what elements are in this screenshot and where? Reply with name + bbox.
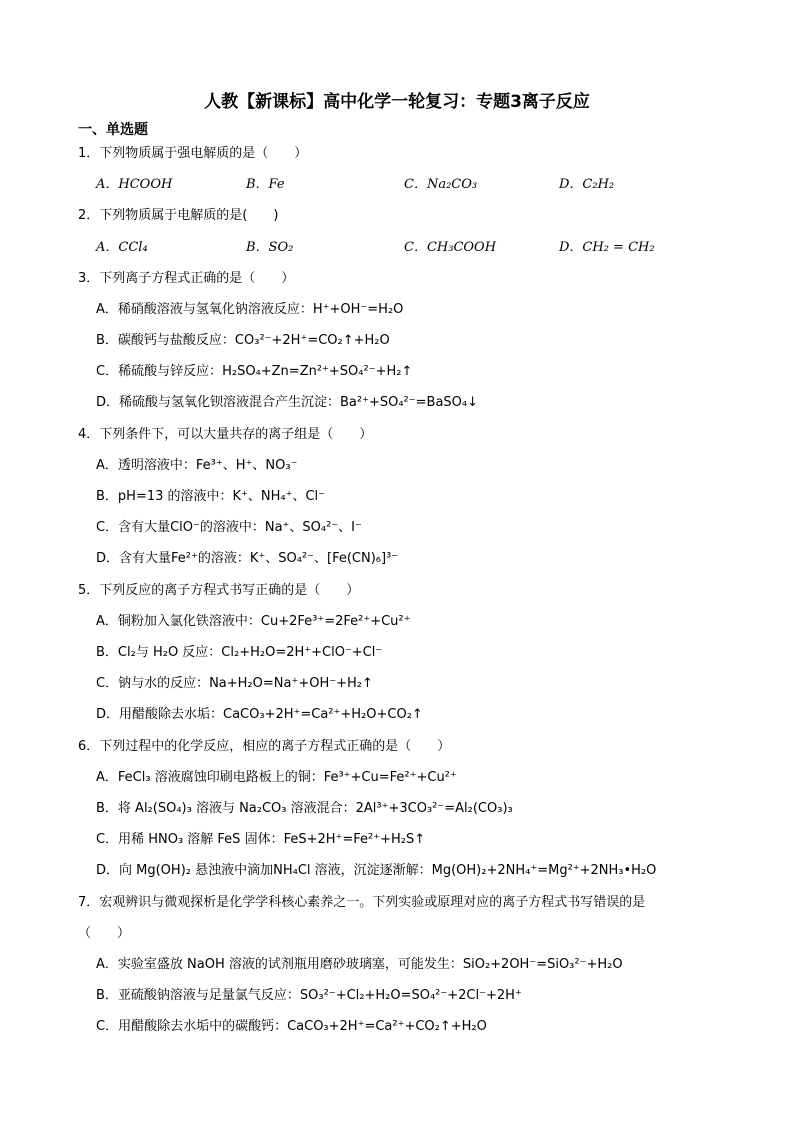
question-4-stem: 4．下列条件下，可以大量共存的离子组是（ ） — [78, 427, 373, 442]
option-b: B．Fe — [246, 177, 285, 192]
option-b: B．SO₂ — [246, 240, 294, 255]
section-heading: 一、单选题 — [78, 122, 148, 138]
question-4-option-a: A．透明溶液中：Fe³⁺、H⁺、NO₃⁻ — [96, 458, 298, 473]
option-c: C．Na₂CO₃ — [404, 177, 478, 192]
question-7-option-a: A．实验室盛放 NaOH 溶液的试剂瓶用磨砂玻璃塞，可能发生：SiO₂+2OH⁻=SiO₃²⁻+H₂O — [96, 957, 623, 972]
option-d: D．CH₂ = CH₂ — [559, 240, 655, 255]
option-d: D．C₂H₂ — [559, 177, 615, 192]
question-3-option-d: D．稀硫酸与氢氧化钡溶液混合产生沉淀：Ba²⁺+SO₄²⁻=BaSO₄↓ — [96, 395, 478, 410]
option-a: A．HCOOH — [96, 177, 173, 192]
question-6-option-a: A．FeCl₃ 溶液腐蚀印刷电路板上的铜：Fe³⁺+Cu=Fe²⁺+Cu²⁺ — [96, 770, 457, 785]
page-title: 人教【新课标】高中化学一轮复习：专题3离子反应 — [204, 92, 590, 112]
question-5-stem: 5．下列反应的离子方程式书写正确的是（ ） — [78, 583, 360, 598]
question-4-option-d: D．含有大量Fe²⁺的溶液：K⁺、SO₄²⁻、[Fe(CN)₆]³⁻ — [96, 551, 399, 566]
question-1-stem: 1．下列物质属于强电解质的是（ ） — [78, 146, 308, 161]
question-4-option-b: B．pH=13 的溶液中：K⁺、NH₄⁺、Cl⁻ — [96, 489, 326, 504]
option-c: C．CH₃COOH — [404, 240, 497, 255]
question-7-option-c: C．用醋酸除去水垢中的碳酸钙：CaCO₃+2H⁺=Ca²⁺+CO₂↑+H₂O — [96, 1019, 487, 1034]
question-7-stem: 7．宏观辨识与微观探析是化学学科核心素养之一。下列实验或原理对应的离子方程式书写错误的是 — [78, 895, 646, 910]
question-3-option-a: A．稀硝酸溶液与氢氧化钠溶液反应：H⁺+OH⁻=H₂O — [96, 302, 404, 317]
question-4-option-c: C．含有大量ClO⁻的溶液中：Na⁺、SO₄²⁻、I⁻ — [96, 520, 362, 535]
question-5-option-d: D．用醋酸除去水垢：CaCO₃+2H⁺=Ca²⁺+H₂O+CO₂↑ — [96, 707, 423, 722]
question-5-option-b: B．Cl₂与 H₂O 反应：Cl₂+H₂O=2H⁺+ClO⁻+Cl⁻ — [96, 645, 383, 660]
question-2-stem: 2．下列物质属于电解质的是( ) — [78, 208, 279, 223]
question-7-option-b: B．亚硫酸钠溶液与足量氯气反应：SO₃²⁻+Cl₂+H₂O=SO₄²⁻+2Cl⁻+2H⁺ — [96, 988, 522, 1003]
question-6-option-b: B．将 Al₂(SO₄)₃ 溶液与 Na₂CO₃ 溶液混合：2Al³⁺+3CO₃²⁻=Al₂(CO₃)₃ — [96, 801, 513, 816]
option-a: A．CCl₄ — [96, 240, 148, 255]
question-3-stem: 3．下列离子方程式正确的是（ ） — [78, 271, 295, 286]
question-5-option-c: C．钠与水的反应：Na+H₂O=Na⁺+OH⁻+H₂↑ — [96, 676, 373, 691]
question-6-stem: 6．下列过程中的化学反应，相应的离子方程式正确的是（ ） — [78, 739, 451, 754]
question-7-stem-continued: （ ） — [78, 926, 131, 941]
question-3-option-c: C．稀硫酸与锌反应：H₂SO₄+Zn=Zn²⁺+SO₄²⁻+H₂↑ — [96, 364, 413, 379]
question-6-option-d: D．向 Mg(OH)₂ 悬浊液中滴加NH₄Cl 溶液，沉淀逐渐解：Mg(OH)₂+2NH₄⁺=Mg²⁺+2NH₃•H₂O — [96, 863, 657, 878]
question-6-option-c: C．用稀 HNO₃ 溶解 FeS 固体：FeS+2H⁺=Fe²⁺+H₂S↑ — [96, 832, 426, 847]
question-5-option-a: A．铜粉加入氯化铁溶液中：Cu+2Fe³⁺=2Fe²⁺+Cu²⁺ — [96, 614, 411, 629]
question-3-option-b: B．碳酸钙与盐酸反应：CO₃²⁻+2H⁺=CO₂↑+H₂O — [96, 333, 390, 348]
